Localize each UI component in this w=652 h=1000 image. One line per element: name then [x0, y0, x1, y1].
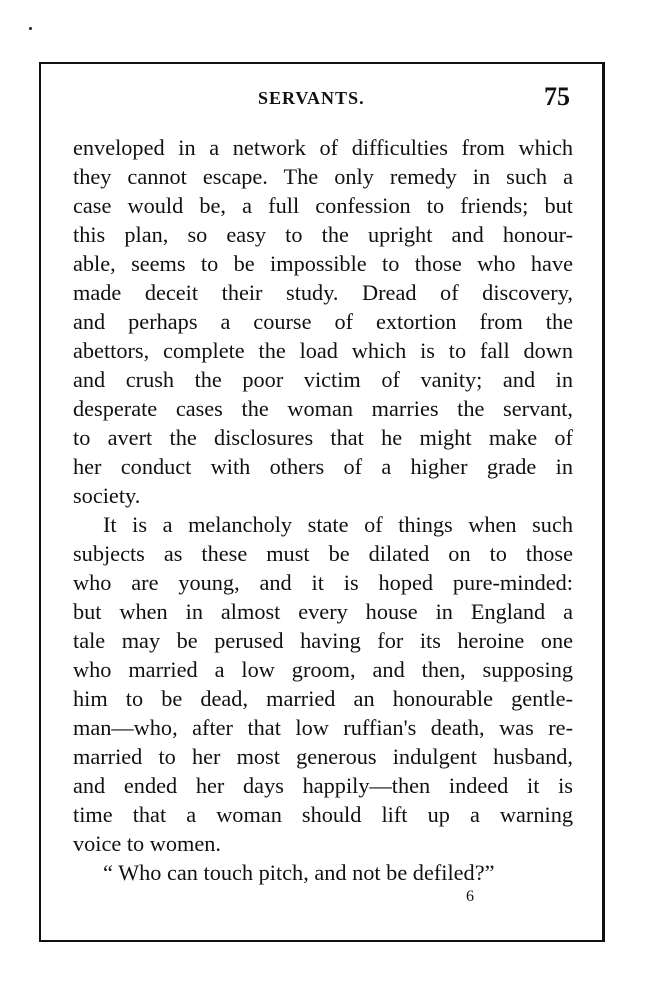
text-line: who married a low groom, and then, supposing: [73, 657, 573, 682]
text-line: they cannot escape. The only remedy in such a: [73, 164, 573, 189]
text-line: abettors, complete the load which is to fall down: [73, 338, 573, 363]
text-line: society.: [73, 483, 141, 508]
text-line: made deceit their study. Dread of discovery,: [73, 280, 573, 305]
text-line: who are young, and it is hoped pure-minded:: [73, 570, 573, 595]
text-line: desperate cases the woman marries the servant,: [73, 396, 573, 421]
paragraph-start-line: It is a melancholy state of things when such: [103, 512, 573, 537]
text-line: case would be, a full confession to friends; but: [73, 193, 573, 218]
text-line: tale may be perused having for its heroine one: [73, 628, 573, 653]
ink-speck: [29, 27, 32, 30]
text-line: man—who, after that low ruffian's death, was re-: [73, 715, 573, 740]
text-line: married to her most generous indulgent husband,: [73, 744, 573, 769]
text-line: and perhaps a course of extortion from the: [73, 309, 573, 334]
text-line: him to be dead, married an honourable gentle-: [73, 686, 573, 711]
text-line: but when in almost every house in England a: [73, 599, 573, 624]
text-line: and ended her days happily—then indeed it is: [73, 773, 573, 798]
running-head-title: SERVANTS.: [258, 88, 365, 108]
text-line: this plan, so easy to the upright and honour-: [73, 222, 573, 247]
signature-mark: 6: [466, 888, 474, 905]
text-line: enveloped in a network of difficulties from which: [73, 135, 573, 160]
quotation-line: “ Who can touch pitch, and not be defiled?”: [103, 860, 495, 885]
body-text: [73, 133, 573, 887]
page-number: 75: [544, 82, 570, 111]
text-line: time that a woman should lift up a warning: [73, 802, 573, 827]
text-line: to avert the disclosures that he might make of: [73, 425, 573, 450]
text-line: her conduct with others of a higher grade in: [73, 454, 573, 479]
running-head: [0, 84, 652, 114]
text-line: able, seems to be impossible to those who have: [73, 251, 573, 276]
text-line: and crush the poor victim of vanity; and in: [73, 367, 573, 392]
text-line: subjects as these must be dilated on to those: [73, 541, 573, 566]
text-line: voice to women.: [73, 831, 221, 856]
